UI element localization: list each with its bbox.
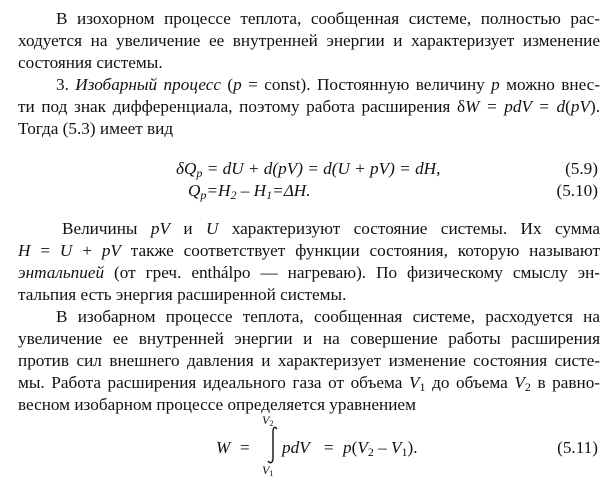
equation-number-5-10: (5.10): [556, 181, 598, 200]
para1-line1: В изохорном процессе теплота, сообщенная системе, полностью рас-: [56, 9, 600, 28]
para3-line4: тальпия есть энергия расширенной системы.: [18, 285, 347, 304]
para4-line4: мы. Работа расширения идеального газа от объема $V_1$ до объема $V_2$ в равно-: [18, 373, 601, 394]
para2-line1: 3. Изобарный процесс (p = const). Постоянную величину p можно внес-: [56, 75, 600, 94]
equation-5-9: $\delta Q_p$ = dU + d(pV) = d(U + pV) = dH,: [176, 159, 441, 180]
para2-line2: ти под знак дифференциала, поэтому работа расширения δW = pdV = d(pV).: [18, 97, 601, 116]
equation-number-5-11: (5.11): [557, 438, 598, 457]
eq511-integrand: pdV: [282, 438, 310, 457]
para4-line5: весном изобарном процессе определяется уравнением: [18, 395, 416, 414]
para3-line3: энтальпией (от греч. enthálpo — нагреваю). По физическому смыслу эн-: [18, 263, 600, 282]
integral-lower-limit: $V_1$: [262, 463, 274, 479]
para3-line1: Величины pV и U характеризуют состояние системы. Их сумма: [62, 219, 600, 238]
para2-line3: Тогда (5.3) имеет вид: [18, 119, 174, 138]
equation-number-5-9: (5.9): [565, 159, 598, 178]
integral-upper-limit: $V_2$: [262, 413, 274, 429]
eq511-equals-2: =: [324, 438, 334, 457]
para4-line1: В изобарном процессе теплота, сообщенная системе, расходуется на: [56, 307, 600, 326]
eq511-lhs: W: [216, 438, 231, 457]
para1-line3: состояния системы.: [18, 53, 163, 72]
para4-line3: против сил внешнего давления и характеризует изменение состояния систе-: [18, 351, 600, 370]
para4-line2: увеличение ее внутренней энергии и на совершение работы расширения: [18, 329, 600, 348]
para1-line2: ходуется на увеличение ее внутренней энергии и характеризует изменение: [18, 31, 600, 50]
integral-sign-icon: [266, 426, 280, 464]
eq511-equals-1: =: [240, 438, 250, 457]
equation-5-10: $Q_p=H_2 - H_1=\Delta H$.: [188, 181, 311, 202]
para3-line2: H = U + pV также соответствует функции состояния, которую называют: [18, 241, 600, 260]
eq511-rhs: $p(V_2 - V_1)$.: [343, 438, 418, 459]
